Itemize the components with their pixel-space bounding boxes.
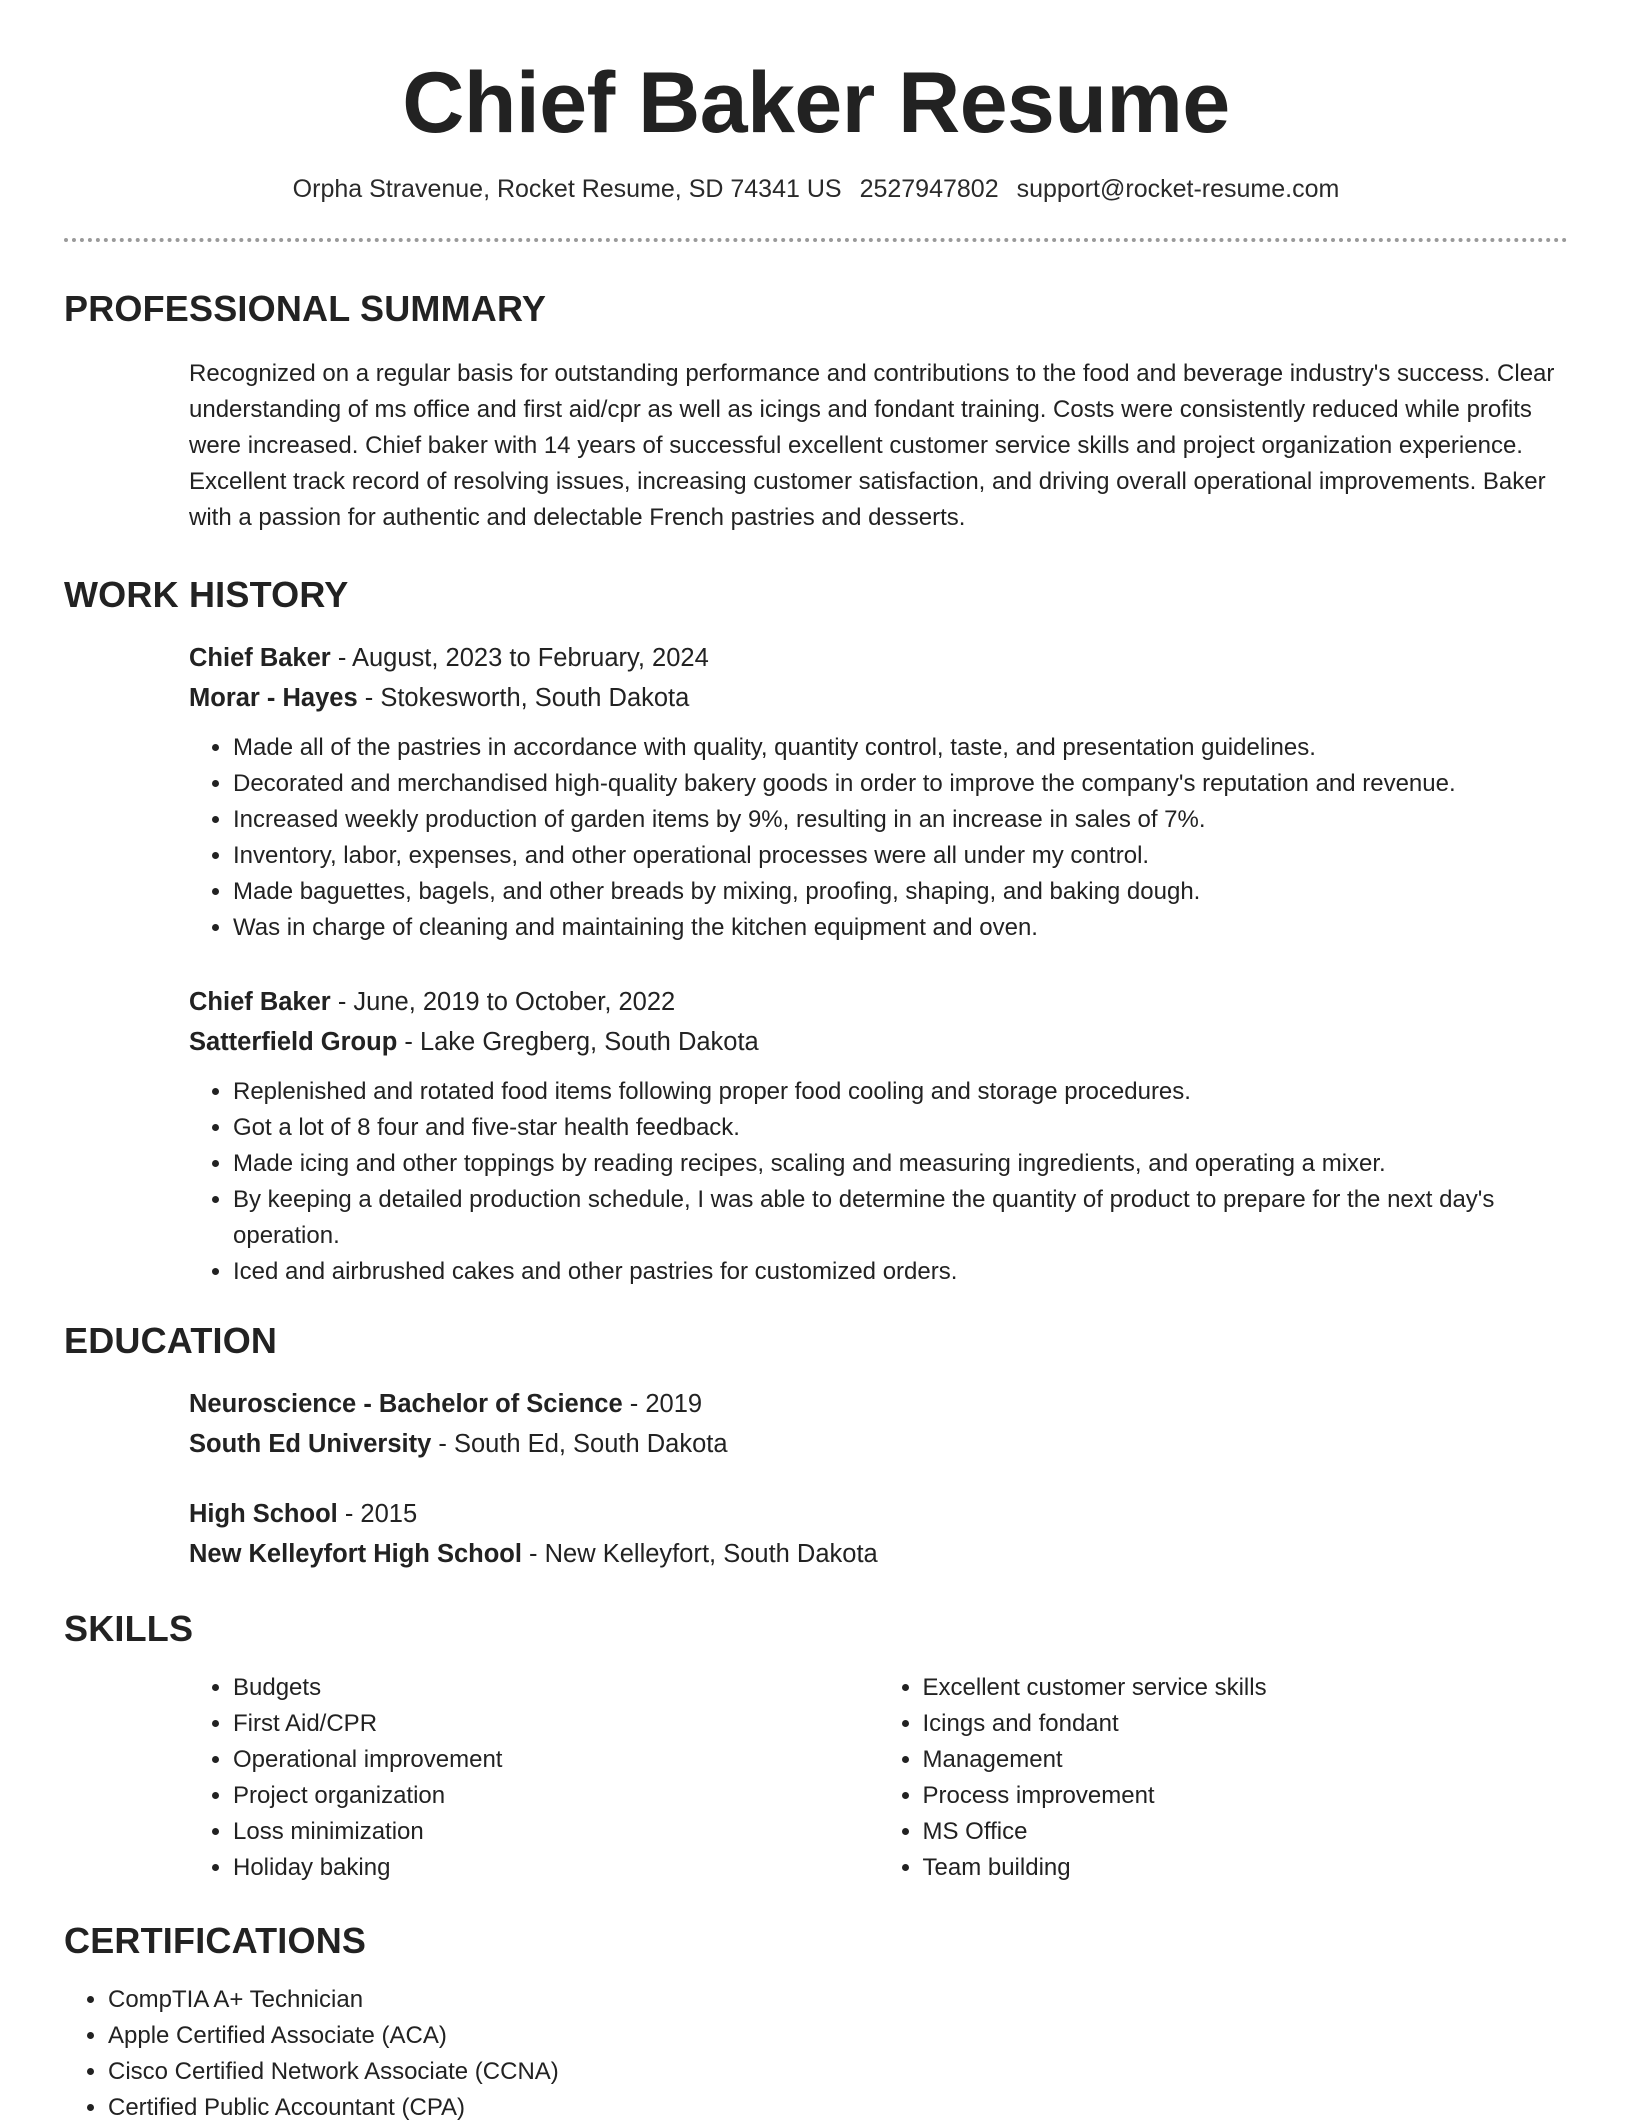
skills-section (64, 1608, 1568, 1886)
skill-item: • Holiday baking (233, 1850, 879, 1886)
job-location: - Stokesworth, South Dakota (357, 683, 690, 712)
education-location: - South Ed, South Dakota (431, 1429, 728, 1458)
skill-item: • Team building (923, 1850, 1569, 1886)
certification-item: • Cisco Certified Network Associate (CCNA) (108, 2054, 1568, 2090)
certifications-section (64, 1920, 1568, 2126)
job-bullet: • Was in charge of cleaning and maintaining the kitchen equipment and oven. (233, 910, 1568, 946)
certifications-list (64, 1982, 1568, 2126)
skills-left-list (189, 1670, 879, 1886)
education-school: New Kelleyfort High School (189, 1539, 522, 1568)
job-bullet: • Made all of the pastries in accordance with quality, quantity control, taste, and presentation guidelines. (233, 730, 1568, 766)
skill-item: • Project organization (233, 1778, 879, 1814)
job-bullet: • Made baguettes, bagels, and other breads by mixing, proofing, shaping, and baking dough. (233, 874, 1568, 910)
education-degree: High School (189, 1499, 338, 1528)
job-company-line (189, 678, 1568, 718)
skill-item: • Operational improvement (233, 1742, 879, 1778)
skill-item: • Budgets (233, 1670, 879, 1706)
job-title: Chief Baker (189, 643, 331, 672)
education-entry (189, 1494, 1568, 1574)
contact-email[interactable]: support@rocket-resume.com (1016, 174, 1340, 203)
contact-address: Orpha Stravenue, Rocket Resume, SD 74341 US (292, 174, 842, 203)
education-section (64, 1320, 1568, 1574)
job-bullet: • Decorated and merchandised high-quality bakery goods in order to improve the company's reputation and revenue. (233, 766, 1568, 802)
education-school-line (189, 1424, 1568, 1464)
education-location: - New Kelleyfort, South Dakota (521, 1539, 878, 1568)
job-title-line (189, 638, 1568, 678)
job-company-line (189, 1022, 1568, 1062)
education-year: - 2015 (337, 1499, 418, 1528)
skill-item: • Process improvement (923, 1778, 1569, 1814)
skill-item: • Excellent customer service skills (923, 1670, 1569, 1706)
job-bullets (189, 730, 1568, 946)
contact-phone[interactable]: 2527947802 (859, 174, 999, 203)
job-bullet: • Increased weekly production of garden items by 9%, resulting in an increase in sales of 7%. (233, 802, 1568, 838)
certifications-heading: CERTIFICATIONS (64, 1919, 367, 1961)
job-entry (189, 982, 1568, 1290)
skill-item: • First Aid/CPR (233, 1706, 879, 1742)
education-heading: EDUCATION (64, 1319, 278, 1361)
certification-item: • CompTIA A+ Technician (108, 1982, 1568, 2018)
job-bullet: • By keeping a detailed production schedule, I was able to determine the quantity of product to prepare for the next day's operation. (233, 1182, 1568, 1254)
header-divider (64, 238, 1568, 242)
skill-item: • Loss minimization (233, 1814, 879, 1850)
job-bullet: • Replenished and rotated food items following proper food cooling and storage procedures. (233, 1074, 1568, 1110)
resume-title: Chief Baker Resume (402, 55, 1230, 151)
skill-item: • MS Office (923, 1814, 1569, 1850)
skill-item: • Management (923, 1742, 1569, 1778)
job-company: Morar - Hayes (189, 683, 358, 712)
job-bullet: • Inventory, labor, expenses, and other operational processes were all under my control. (233, 838, 1568, 874)
contact-info (64, 175, 1568, 204)
job-bullets (189, 1074, 1568, 1290)
skills-heading: SKILLS (64, 1607, 194, 1649)
work-history-heading: WORK HISTORY (64, 573, 349, 615)
summary-heading: PROFESSIONAL SUMMARY (64, 287, 547, 329)
job-company: Satterfield Group (189, 1027, 398, 1056)
certification-item: • Certified Public Accountant (CPA) (108, 2090, 1568, 2126)
skills-right-list (879, 1670, 1569, 1886)
job-entry (189, 638, 1568, 946)
education-degree-line (189, 1384, 1568, 1424)
job-bullet: • Made icing and other toppings by reading recipes, scaling and measuring ingredients, and operating a mixer. (233, 1146, 1568, 1182)
education-year: - 2019 (622, 1389, 703, 1418)
education-school-line (189, 1534, 1568, 1574)
education-degree-line (189, 1494, 1568, 1534)
certification-item: • Apple Certified Associate (ACA) (108, 2018, 1568, 2054)
education-school: South Ed University (189, 1429, 432, 1458)
job-dates: - August, 2023 to February, 2024 (330, 643, 709, 672)
job-title: Chief Baker (189, 987, 331, 1016)
work-history-section (64, 574, 1568, 1290)
job-bullet: • Iced and airbrushed cakes and other pastries for customized orders. (233, 1254, 1568, 1290)
skills-columns (189, 1670, 1568, 1886)
skill-item: • Icings and fondant (923, 1706, 1569, 1742)
education-entry (189, 1384, 1568, 1464)
job-title-line (189, 982, 1568, 1022)
summary-text: Recognized on a regular basis for outstanding performance and contributions to the food and beverage industry's success. Clear understanding of ms office and first aid/cpr as well as icings and fondant training. Costs were consistently reduced while profits were increased. Chief baker with 14 years of successful excellent customer service skills and project organization experience. Excellent track record of resolving issues, increasing customer satisfaction, and driving overall operational improvements. Baker with a passion for authentic and delectable French pastries and desserts. (189, 359, 1555, 531)
job-location: - Lake Gregberg, South Dakota (397, 1027, 759, 1056)
summary-section (64, 288, 1568, 536)
education-degree: Neuroscience - Bachelor of Science (189, 1389, 623, 1418)
job-bullet: • Got a lot of 8 four and five-star health feedback. (233, 1110, 1568, 1146)
job-dates: - June, 2019 to October, 2022 (330, 987, 676, 1016)
